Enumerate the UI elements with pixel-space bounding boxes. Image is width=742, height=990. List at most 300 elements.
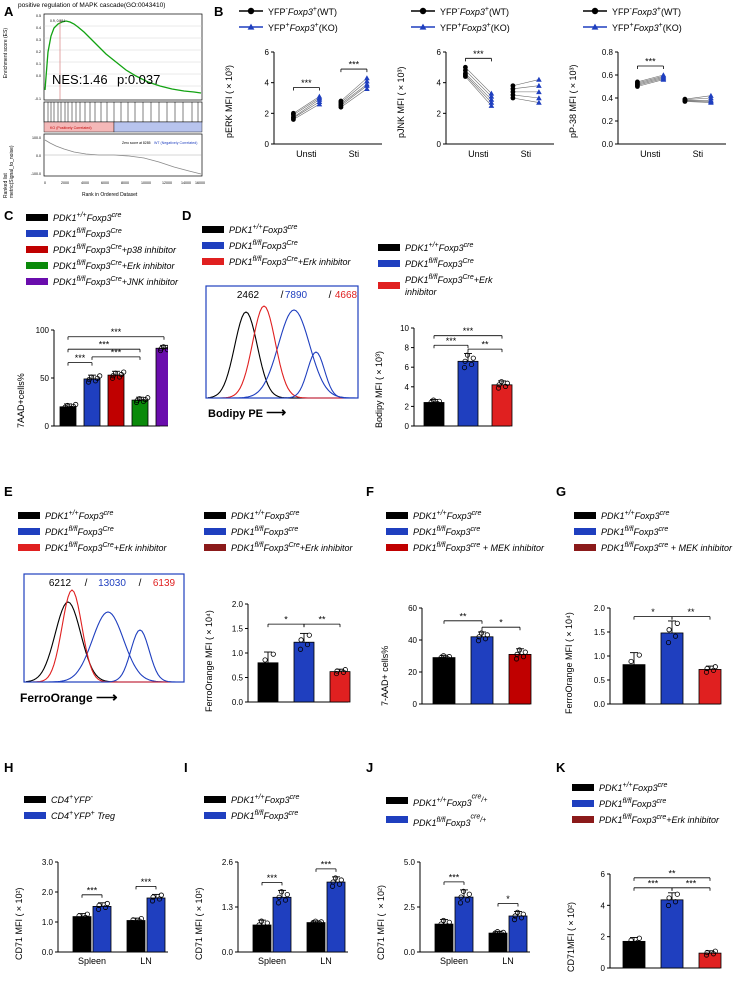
legend-swatch [572,800,594,807]
y-axis-label: FerroOrange MFI (×10⁴) [564,612,574,714]
legend-label: $PDK1^{+/+}Foxp3^{cre/+}$ [413,794,488,809]
panel-e-bar-legend [204,508,353,556]
y-tick: 0.0 [231,698,243,707]
panel-j-legend [386,792,487,831]
data-point [339,99,344,104]
legend-item [410,4,510,18]
data-point [536,83,542,88]
legend-item [202,238,351,252]
legend-item [26,258,178,272]
legend-label: $PDK1^{fl/fl}Foxp3^{cre}$ [599,798,667,809]
bar [699,669,721,704]
y-axis-label: pERK MFI (×10³) [224,64,234,138]
legend-swatch [204,544,226,551]
legend-item [18,508,167,522]
y-axis-label: pP-38 MFI (×10³) [568,64,578,138]
svg-text:4000: 4000 [81,181,89,185]
hist-value-2: 7890 [284,290,308,301]
y-tick: 0.2 [601,117,613,126]
svg-text:0: 0 [44,181,46,185]
category-label: LN [140,956,152,966]
panel-d-bar-legend [378,240,522,300]
bar [623,941,645,968]
svg-text:0.3: 0.3 [36,38,41,42]
bar [489,933,507,952]
hist-sep: / [84,578,88,589]
significance-label: ** [318,614,326,625]
hist-value-3: 4668 [334,290,358,301]
bar [307,923,325,952]
legend-swatch [574,544,596,551]
data-point [536,77,542,82]
data-point [637,653,641,657]
legend-item [386,792,487,809]
y-tick: 0 [600,964,605,973]
data-point [463,65,468,70]
legend-swatch [26,278,48,285]
legend-label: $PDK1^{fl/fl}Foxp3^{cre}+Erk$ inhibitor [599,814,719,825]
panel-e-bar-chart [210,576,356,724]
legend-label: $PDK1^{fl/fl}Foxp3^{Cre}$ [405,258,474,269]
bar [424,402,444,426]
y-tick: 6 [264,48,269,57]
y-tick: 1.5 [231,624,243,634]
legend-label: $PDK1^{+/+}Foxp3^{cre}$ [231,794,300,805]
legend-label: $PDK1^{fl/fl}Foxp3^{Cre}+Erk$ inhibitor [229,256,351,267]
legend-swatch [572,784,594,791]
legend-swatch [386,816,408,823]
y-axis-label: 7-AAD+ cells% [380,645,390,706]
significance-label: * [499,617,503,628]
category-label: Sti [348,149,360,159]
y-tick: 2.5 [403,903,415,912]
circle-marker-icon [582,6,608,16]
paired-dot-plot [240,42,390,172]
y-tick: 1.5 [593,628,605,637]
panel-a [4,2,212,198]
panel-f-bar-chart [384,580,538,724]
y-tick: 50 [40,374,49,383]
legend-label: CD4+YFP+ Treg [51,810,116,821]
panel-a-yaxis-bottom-label: Ranked list metric(Signal_to_noise) [3,145,15,198]
legend-item [26,274,178,288]
legend-item [238,20,338,34]
legend-item [572,812,719,826]
panel-j-bar-chart [380,840,538,980]
y-axis-label: CD71 MFI (×10²) [14,887,24,960]
significance-label: *** [301,77,312,88]
significance-label: *** [348,59,360,70]
panel-c [4,208,180,468]
data-point [523,650,527,654]
panel-c-legend [26,210,178,290]
y-tick: 8 [404,343,409,353]
panel-e-letter: E [4,484,13,499]
significance-label: *** [98,339,110,350]
legend-swatch [572,816,594,823]
legend-item [386,508,544,522]
bar [435,924,453,952]
y-axis-label: Bodipy MFI (×10³) [374,350,384,428]
panel-d-letter: D [182,208,192,223]
triangle-marker-icon [582,22,608,32]
svg-text:6000: 6000 [101,181,109,185]
legend-item [386,811,487,828]
data-point [515,910,519,914]
legend-label: $PDK1^{fl/fl}Foxp3^{cre}$ [601,526,669,537]
data-point [683,97,688,102]
legend-swatch [26,246,48,253]
data-point [467,892,471,896]
bar [327,882,345,952]
significance-label: *** [110,347,122,358]
legend-label: $PDK1^{+/+}Foxp3^{cre}$ [45,510,114,521]
category-label: Spleen [439,956,469,966]
svg-text:16000: 16000 [195,181,205,185]
y-tick: 20 [408,668,417,677]
legend-swatch [574,512,596,519]
y-axis-label: CD71 MFI (×10²) [194,887,204,960]
y-tick: 0 [404,422,409,431]
data-point [708,93,714,98]
legend-swatch [386,544,408,551]
triangle-marker-icon [410,22,436,32]
svg-text:100.0: 100.0 [32,136,41,140]
legend-label: $PDK1^{fl/fl}Foxp3^{Cre}+Erk$ inhibitor [231,542,353,553]
bar [84,379,100,426]
circle-marker-icon [410,6,436,16]
legend-item [204,792,299,806]
panel-b-legend [410,4,510,36]
y-tick: 10 [400,324,409,333]
bar [330,672,350,702]
legend-swatch [204,812,226,819]
legend-item [378,240,522,254]
panel-b-chart-2 [394,2,562,198]
legend-item [26,242,178,256]
significance-label: *** [647,878,659,889]
legend-swatch [574,528,596,535]
legend-label: $PDK1^{fl/fl}Foxp3^{cre}$ [413,526,481,537]
legend-label: $PDK1^{fl/fl}Foxp3^{Cre}+Erk$ inhibitor [45,542,167,553]
panel-a-letter: A [4,4,14,19]
panel-a-pvalue: p:0.037 [117,72,161,87]
svg-text:8000: 8000 [121,181,129,185]
y-tick: 100 [35,326,49,335]
panel-d-bar-chart [378,300,518,448]
y-tick: 6 [600,870,605,879]
y-tick: 0.8 [601,48,613,57]
panel-a-title: positive regulation of MAPK cascade(GO:0043410) [18,2,166,9]
y-tick: 0 [44,422,49,431]
legend-label: $PDK1^{fl/fl}Foxp3^{Cre}+p38$ inhibitor [53,244,177,255]
legend-item [18,524,167,538]
legend-item [572,780,719,794]
category-label: Unsti [296,149,317,159]
panel-f [366,484,548,744]
legend-item [204,524,353,538]
legend-label: YFP-Foxp3+(WT) [268,6,337,17]
y-tick: 1.0 [231,649,243,658]
bar [455,897,473,952]
significance-label: *** [320,859,332,870]
y-tick: 0.0 [593,700,605,709]
significance-label: * [651,607,655,618]
bar [93,906,111,952]
panel-k [556,760,742,988]
panel-i-legend [204,792,299,824]
legend-item [582,4,682,18]
y-axis-label: 7AAD+cells% [16,373,26,428]
data-point [333,876,337,880]
panel-d-hist-xlabel-text: Bodipy PE [208,408,264,420]
hist-sep2: / [328,290,332,301]
panel-b-legend [238,4,338,36]
legend-label: $PDK1^{fl/fl}Foxp3^{Cre}+Erk$ inhibitor [53,260,175,271]
panel-b-letter: B [214,4,224,19]
bar [471,637,493,704]
paired-dot-plot [584,42,734,172]
legend-swatch [378,244,400,251]
legend-label: $PDK1^{fl/fl}Foxp3^{cre}$ + MEK inhibitor [601,542,732,553]
y-axis-label: pJNK MFI (×10³) [396,66,406,138]
y-tick: 0.6 [601,71,613,80]
panel-c-letter: C [4,208,14,223]
bar [509,916,527,952]
legend-swatch [378,282,400,289]
significance-label: *** [448,872,460,883]
y-tick: 2 [264,109,269,119]
panel-k-legend [572,780,719,828]
legend-item [204,808,299,822]
legend-item [582,20,682,34]
y-tick: 0.0 [601,140,613,149]
y-tick: 4 [264,78,269,88]
legend-item [202,254,351,268]
legend-label: $PDK1^{+/+}Foxp3^{cre}$ [405,242,474,253]
svg-text:Zero score at 8285: Zero score at 8285 [122,141,151,145]
legend-item [24,792,115,806]
legend-label: YFP-Foxp3+(WT) [612,6,681,17]
y-tick: 2.0 [41,888,53,897]
y-tick: 3.0 [41,858,53,867]
panel-b [214,2,738,198]
legend-swatch [26,262,48,269]
panel-f-letter: F [366,484,374,499]
svg-text:10000: 10000 [141,181,151,185]
legend-swatch [204,528,226,535]
legend-item [572,796,719,810]
panel-d-legend [202,222,351,270]
y-tick: 4 [436,78,441,88]
legend-item [202,222,351,236]
legend-label: $PDK1^{+/+}Foxp3^{cre}$ [53,212,122,223]
bar [156,348,168,426]
legend-label: YFP-Foxp3+(WT) [440,6,509,17]
legend-label: YFP+Foxp3+(KO) [440,22,510,33]
data-point [661,72,667,77]
panel-a-nes: NES:1.46 [52,72,108,87]
panel-a-xaxis-label: Rank in Ordered Dataset [82,192,138,198]
data-point [299,638,303,642]
significance-label: *** [462,326,474,337]
y-tick: 0.4 [601,94,613,103]
svg-text:-0.1: -0.1 [34,97,41,101]
y-tick: 2.6 [221,858,233,867]
y-axis-label: CD71 MFI ( ×10²) [376,884,386,960]
data-point [713,665,717,669]
legend-swatch [202,258,224,265]
legend-item [378,272,522,298]
hist-value-1: 6212 [48,578,72,589]
category-label: Unsti [640,149,661,159]
legend-item [574,524,732,538]
y-tick: 0 [264,140,269,149]
legend-item [18,540,167,554]
panel-e-legend [18,508,167,556]
legend-swatch [386,512,408,519]
legend-item [410,20,510,34]
bar [492,385,512,426]
panel-e-hist-xlabel: FerroOrange ⟶ [20,689,118,706]
svg-text:2000: 2000 [61,181,69,185]
bar [294,642,314,702]
svg-text:0.9, 0.584: 0.9, 0.584 [50,19,66,23]
panel-g-bar-chart [570,580,728,724]
legend-label: $PDK1^{+/+}Foxp3^{cre}$ [229,224,298,235]
panel-i-bar-chart [198,840,356,980]
y-tick: 1.0 [593,652,605,661]
paired-dot-plot [412,42,562,172]
panel-g-letter: G [556,484,567,499]
legend-item [378,256,522,270]
legend-swatch [26,214,48,221]
legend-swatch [202,242,224,249]
y-tick: 2 [404,402,409,412]
legend-label: $PDK1^{+/+}Foxp3^{cre}$ [231,510,300,521]
legend-item [386,540,544,554]
panel-i-letter: I [184,760,188,775]
data-point [285,892,289,896]
panel-j-letter: J [366,760,374,775]
bar [433,658,455,704]
panel-k-letter: K [556,760,566,775]
legend-label: $PDK1^{fl/fl}Foxp3^{cre}$ [231,810,299,821]
svg-text:0.0: 0.0 [36,74,41,78]
legend-label: $PDK1^{+/+}Foxp3^{cre}$ [601,510,670,521]
legend-item [24,808,115,822]
category-label: LN [502,956,514,966]
legend-swatch [204,796,226,803]
y-tick: 1.0 [41,918,53,927]
svg-text:0.2: 0.2 [36,50,41,54]
panel-i [184,760,362,988]
y-tick: 4 [600,901,605,911]
legend-item [238,4,338,18]
data-point [675,621,679,625]
significance-label: *** [645,56,656,67]
data-point [307,633,311,637]
legend-label: $PDK1^{fl/fl}Foxp3^{Cre}+JNK$ inhibitor [53,276,179,287]
legend-item [386,524,544,538]
svg-text:12000: 12000 [162,181,172,185]
svg-text:KO (Positively Correlated): KO (Positively Correlated) [50,126,92,130]
category-label: LN [320,956,332,966]
legend-swatch [204,512,226,519]
legend-label: YFP+Foxp3+(KO) [268,22,338,33]
legend-swatch [18,528,40,535]
hist-value-2: 13030 [98,578,126,589]
legend-swatch [378,260,400,267]
y-tick: 0.5 [593,676,605,685]
legend-label: YFP+Foxp3+(KO) [612,22,682,33]
category-label: Sti [520,149,532,159]
legend-label: $PDK1^{fl/fl}Foxp3^{cre}$ [231,526,299,537]
y-tick: 5.0 [403,858,415,867]
y-tick: 1.3 [221,903,233,912]
data-point [479,631,483,635]
panel-h-bar-chart [18,840,176,980]
legend-label: CD4+YFP- [51,794,93,805]
svg-text:0.4: 0.4 [36,26,41,30]
significance-label: ** [481,339,489,350]
svg-text:0.1: 0.1 [36,62,41,66]
data-point [511,83,516,88]
data-point [263,658,267,662]
significance-label: ** [459,611,467,622]
data-point [364,75,370,80]
bar [273,897,291,952]
svg-text:0.0: 0.0 [36,154,41,158]
legend-item [204,540,353,554]
data-point [339,878,343,882]
significance-label: * [506,894,510,904]
bar [73,917,91,952]
panel-j [366,760,544,988]
y-tick: 0.0 [221,948,233,957]
svg-text:14000: 14000 [181,181,191,185]
circle-marker-icon [238,6,264,16]
significance-label: *** [74,353,86,364]
y-tick: 0 [412,700,417,709]
y-tick: 2.0 [593,604,605,613]
hist-value-3: 6139 [152,578,176,589]
data-point [499,380,503,384]
bar [661,900,683,968]
bar [623,665,645,704]
y-tick: 2 [436,109,441,119]
panel-g [556,484,742,744]
bar [253,925,271,952]
data-point [441,918,445,922]
legend-swatch [202,226,224,233]
category-label: Spleen [77,956,107,966]
legend-label: $PDK1^{fl/fl}Foxp3^{cre}$ + MEK inhibitor [413,542,544,553]
bar [699,953,721,968]
legend-label: $PDK1^{fl/fl}Foxp3^{cre/+}$ [413,813,487,828]
panel-d [182,208,522,468]
data-point [159,893,163,897]
panel-c-bar-chart [18,300,168,450]
y-tick: 0.5 [231,673,243,683]
legend-label: $PDK1^{fl/fl}Foxp3^{Cre}$ [45,526,114,537]
legend-swatch [386,528,408,535]
significance-label: *** [140,876,152,887]
panel-b-chart-3 [566,2,734,198]
significance-label: *** [473,48,484,59]
panel-a-yaxis-top-label: Enrichment score (ES) [3,28,9,79]
legend-item [26,226,178,240]
